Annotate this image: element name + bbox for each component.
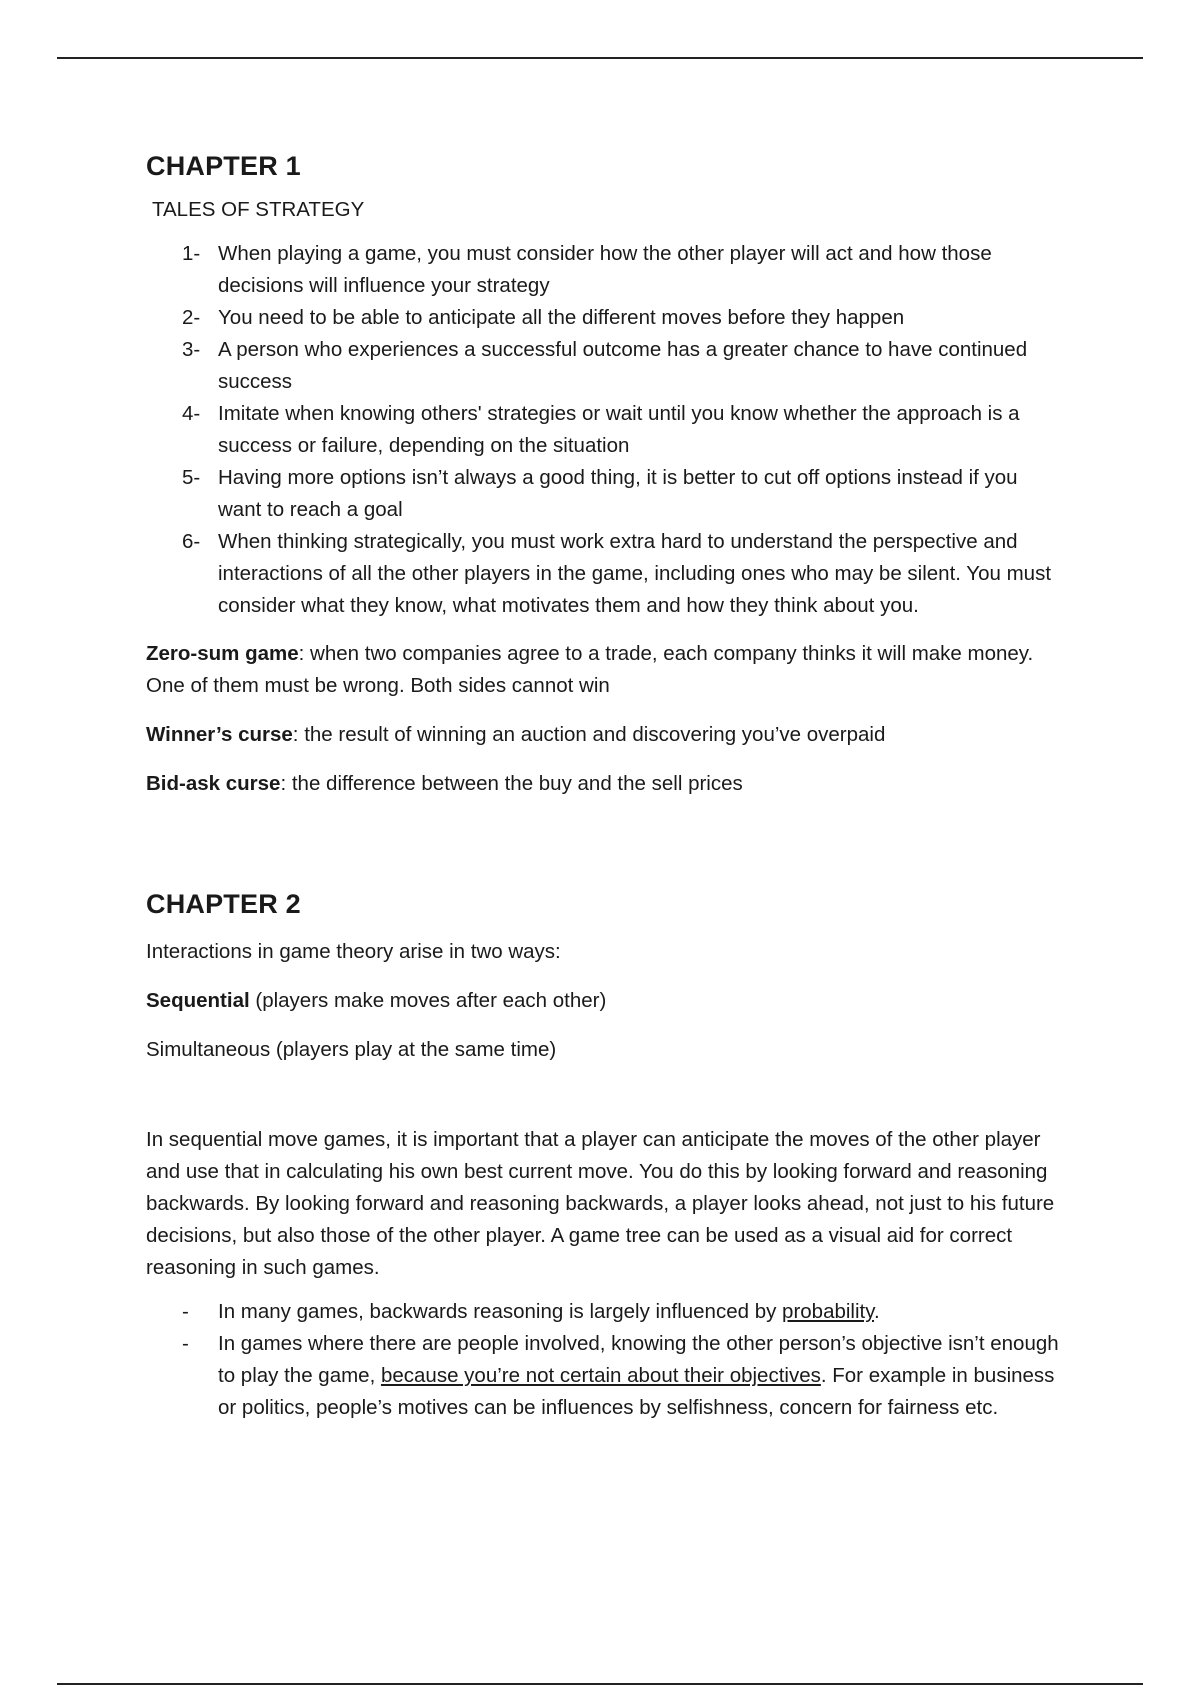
definition-zero-sum: Zero-sum game: when two companies agree to a trade, each company thinks it will make money. One of them must be wrong. Both sides cannot win	[146, 642, 1034, 697]
objectives-underline: because you’re not certain about their objectives	[380, 1364, 821, 1387]
document-body	[146, 140, 1066, 1424]
reasoning-bullets	[146, 1296, 1066, 1424]
chapter-2-title: CHAPTER 2	[146, 889, 301, 919]
list-item: 1- When playing a game, you must consider how the other player will act and how those decisions will influence your strategy	[182, 242, 992, 297]
list-item: 2- You need to be able to anticipate all the different moves before they happen	[182, 306, 905, 329]
list-item: 4- Imitate when knowing others' strategies or wait until you know whether the approach is a success or failure, depending on the situation	[182, 402, 1020, 457]
bottom-rule	[57, 1683, 1143, 1685]
definition-bid-ask-curse: Bid-ask curse: the difference between the buy and the sell prices	[146, 772, 743, 795]
chapter-1-title: CHAPTER 1	[146, 151, 301, 181]
list-item: 5- Having more options isn’t always a good thing, it is better to cut off options instead if you want to reach a goal	[182, 466, 1018, 521]
definition-winners-curse: Winner’s curse: the result of winning an auction and discovering you’ve overpaid	[146, 723, 886, 746]
list-item: 3- A person who experiences a successful outcome has a greater chance to have continued success	[182, 338, 1028, 393]
chapter-1-subtitle: TALES OF STRATEGY	[152, 198, 365, 221]
sequential-line: Sequential (players make moves after each other)	[146, 989, 607, 1012]
sequential-paragraph: In sequential move games, it is important that a player can anticipate the moves of the other player and use that in calculating his own best current move. You do this by looking forward and reasoning backwards. By looking forward and reasoning backwards, a player looks ahead, not just to his future decisions, but also those of the other player. A game tree can be used as a visual aid for correct reasoning in such games.	[146, 1128, 1055, 1279]
list-item: - In many games, backwards reasoning is largely influenced by probability.	[182, 1300, 880, 1323]
list-item: - In games where there are people involved, knowing the other person’s objective isn’t enough to play the game, because you’re not certain about their objectives. For example in business or politics, people’s motives can be influences by selfishness, concern for fairness etc.	[182, 1332, 1059, 1419]
simultaneous-line: Simultaneous (players play at the same time)	[146, 1038, 557, 1061]
strategy-list	[146, 238, 1066, 622]
probability-link: probability	[782, 1300, 874, 1323]
chapter-2-intro: Interactions in game theory arise in two ways:	[146, 940, 561, 963]
top-rule	[57, 57, 1143, 59]
list-item: 6- When thinking strategically, you must work extra hard to understand the perspective and interactions of all the other players in the game, including ones who may be silent. You must consider what they know, what motivates them and how they think about you.	[182, 530, 1052, 617]
